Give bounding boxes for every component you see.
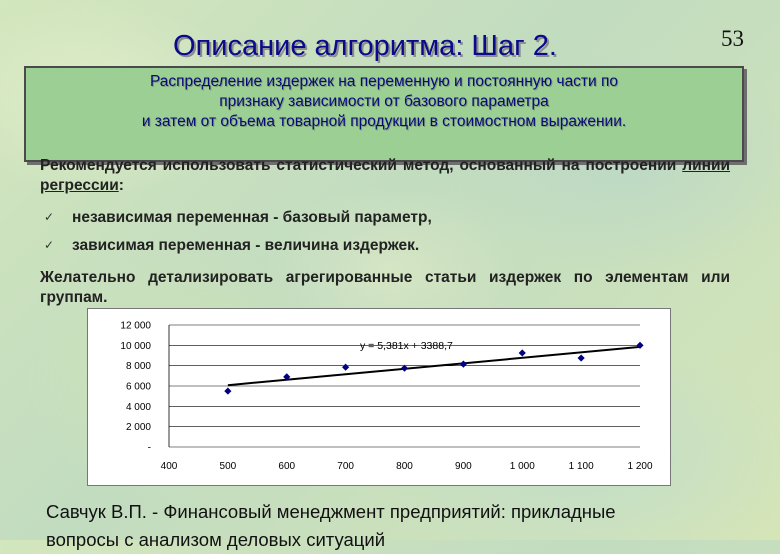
data-point <box>342 364 349 371</box>
definition-box <box>24 66 744 162</box>
footer-line-2: вопросы с анализом деловых ситуаций <box>46 529 386 550</box>
recommendation-suffix: : <box>118 177 124 194</box>
trendline-equation: y = 5,381x + 3388,7 <box>360 340 453 352</box>
y-tick-label: 2 000 <box>125 422 151 434</box>
bullet-item <box>40 208 730 236</box>
trendline <box>228 347 640 385</box>
data-point <box>519 349 526 356</box>
x-tick-label: 600 <box>278 461 296 472</box>
regression-chart <box>87 308 671 486</box>
x-tick-label: 700 <box>337 461 354 472</box>
x-tick-label: 1 000 <box>509 461 535 472</box>
definition-line-2: признаку зависимости от базового параметра <box>219 93 549 110</box>
x-tick-label: 1 200 <box>627 461 653 472</box>
y-tick-label: 8 000 <box>125 361 151 373</box>
checkmark-icon: ✓ <box>44 238 55 252</box>
recommendation-paragraph <box>40 156 730 196</box>
page-number: 53 <box>721 26 744 51</box>
y-tick-label: 6 000 <box>125 381 151 393</box>
footer-citation <box>46 498 746 554</box>
footer-line-1: Савчук В.П. - Финансовый менеджмент предприятий: прикладные <box>46 501 616 522</box>
detail-paragraph: Желательно детализировать агрегированные статьи издержек по элементам или группам. <box>40 269 730 306</box>
bullet-list <box>40 208 730 264</box>
y-tick-label: - <box>147 442 151 454</box>
recommendation-text: Рекомендуется использовать статистический метод, основанный на построении <box>40 157 677 174</box>
x-tick-label: 900 <box>455 461 472 472</box>
checkmark-icon: ✓ <box>44 210 55 224</box>
y-tick-label: 10 000 <box>120 340 151 352</box>
data-point <box>224 387 231 394</box>
definition-line-1: Распределение издержек на переменную и постоянную части по <box>149 73 619 90</box>
data-point <box>460 361 467 368</box>
definition-line-3: и затем от объема товарной продукции в стоимостном выражении. <box>141 113 627 130</box>
x-tick-label: 1 100 <box>568 461 594 472</box>
data-point <box>578 354 585 361</box>
y-tick-label: 12 000 <box>120 320 151 332</box>
x-tick-label: 500 <box>219 461 237 472</box>
slide-title: Описание алгоритма: Шаг 2. <box>173 30 557 62</box>
bullet-item <box>40 236 730 264</box>
y-tick-label: 4 000 <box>125 401 151 413</box>
x-tick-label: 400 <box>160 461 178 472</box>
bullet-text: зависимая переменная - величина издержек. <box>72 237 420 254</box>
x-tick-label: 800 <box>396 461 413 472</box>
regression-line-term: линии регрессии <box>40 157 731 194</box>
bullet-text: независимая переменная - базовый параметр, <box>72 209 432 226</box>
chart-svg <box>88 309 670 485</box>
